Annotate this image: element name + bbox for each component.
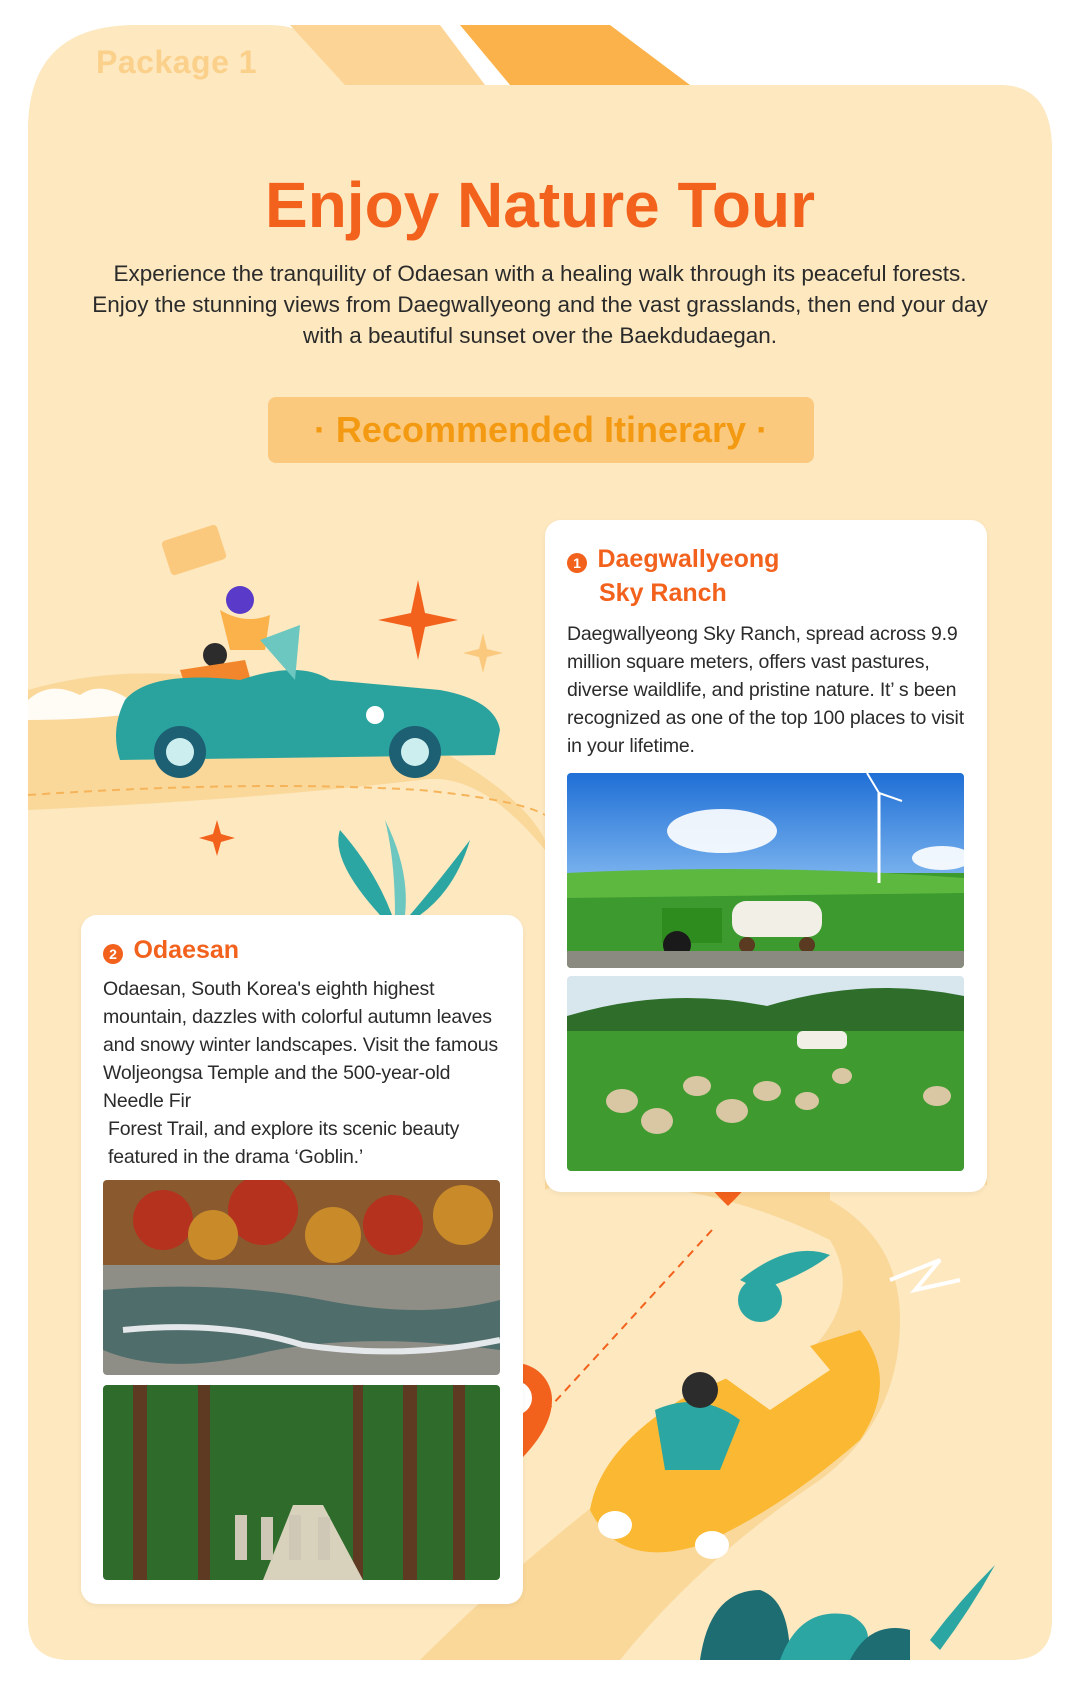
itinerary-label: · Recommended Itinerary · xyxy=(313,409,769,450)
intro-text: Experience the tranquility of Odaesan with a healing walk through its peaceful forests. Enjoy the stunning views from Daegwallyeong and the vast grasslands, then end your day with a beautiful sunset over the Baekdudaegan. xyxy=(92,261,988,348)
stop-description-line2: Forest Trail, and explore its scenic beauty featured in the drama ‘Goblin.’ xyxy=(108,1118,460,1168)
odaesan-photo-stream xyxy=(103,1180,500,1375)
stop-title xyxy=(103,933,503,967)
stop-number-badge: 1 xyxy=(567,553,587,573)
stop-card-daegwallyeong xyxy=(545,520,987,1192)
page-title: Enjoy Nature Tour xyxy=(265,169,815,241)
stop-title-line1: Odaesan xyxy=(133,936,240,964)
stop-card-odaesan xyxy=(81,915,523,1604)
ranch-photo-tractor xyxy=(567,773,964,968)
tab-stripe-dark xyxy=(460,25,690,85)
ranch-photo-sheep xyxy=(567,976,964,1171)
stop-title-line1: Daegwallyeong xyxy=(597,545,780,573)
stop-title-line2: Sky Ranch xyxy=(599,579,727,607)
stop-description xyxy=(103,975,513,1171)
stop-description: Daegwallyeong Sky Ranch, spread across 9.9 million square meters, offers vast pastures, diverse waildlife, and pristine nature. It’ s been recognized as one of the top 100 places to visit in your lifetime. xyxy=(567,623,964,757)
stop-description-line1: Odaesan, South Korea's eighth highest mountain, dazzles with colorful autumn leaves and snowy winter landscapes. Visit the famous Woljeongsa Temple and the 500-year-old Needle Fir xyxy=(103,978,498,1112)
itinerary-badge xyxy=(268,397,814,463)
package-label: Package 1 xyxy=(96,44,258,80)
stop-title xyxy=(567,542,967,610)
odaesan-photo-forest-trail xyxy=(103,1385,500,1580)
stop-number-badge: 2 xyxy=(103,944,123,964)
